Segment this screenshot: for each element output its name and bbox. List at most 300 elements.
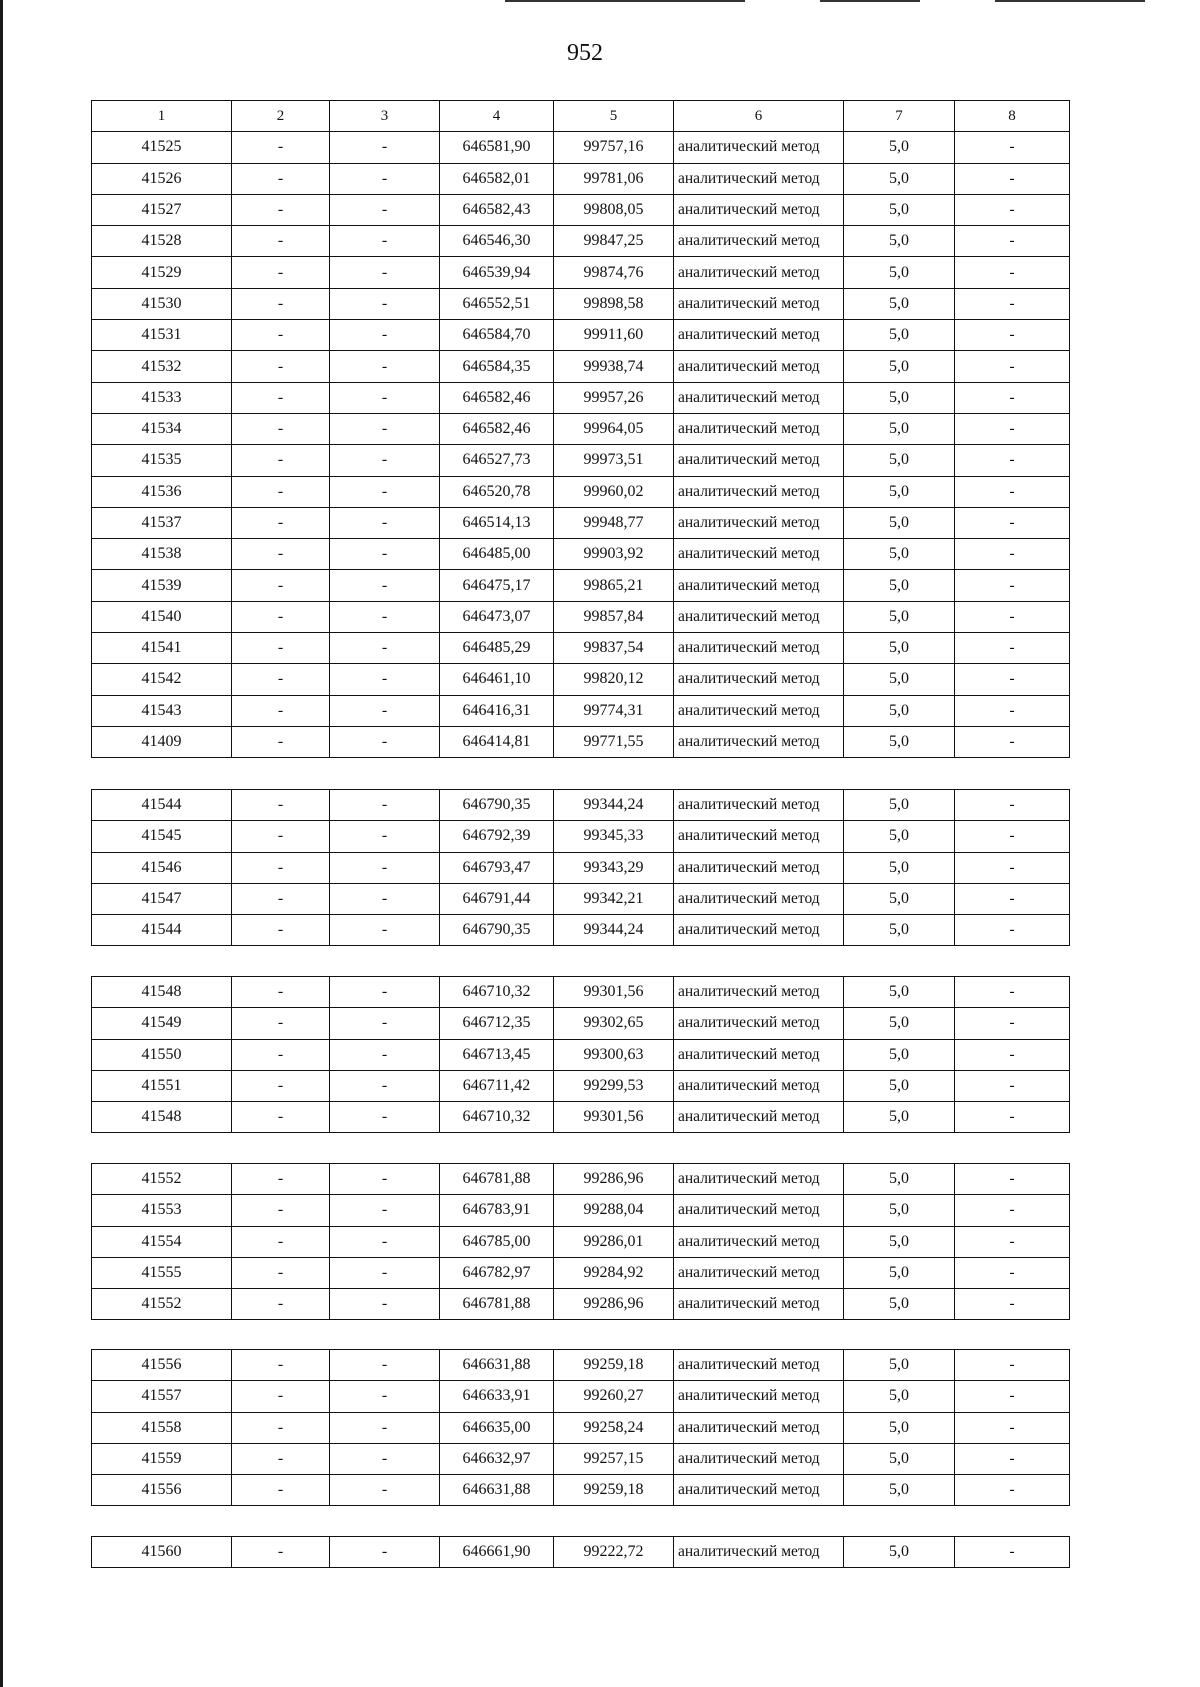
col-3: - bbox=[330, 445, 440, 476]
method: аналитический метод bbox=[674, 1039, 844, 1070]
coord-x: 646781,88 bbox=[440, 1289, 554, 1320]
col-3: - bbox=[330, 883, 440, 914]
point-number: 41557 bbox=[92, 1381, 232, 1412]
col-3: - bbox=[330, 163, 440, 194]
col-8: - bbox=[955, 382, 1070, 413]
col-8: - bbox=[955, 883, 1070, 914]
precision: 5,0 bbox=[844, 1443, 955, 1474]
col-2: - bbox=[232, 570, 330, 601]
precision: 5,0 bbox=[844, 1164, 955, 1195]
coord-y: 99837,54 bbox=[554, 633, 674, 664]
point-number: 41553 bbox=[92, 1195, 232, 1226]
col-3: - bbox=[330, 288, 440, 319]
point-number: 41529 bbox=[92, 257, 232, 288]
point-number: 41530 bbox=[92, 288, 232, 319]
col-3: - bbox=[330, 790, 440, 821]
method: аналитический метод bbox=[674, 507, 844, 538]
coord-x: 646475,17 bbox=[440, 570, 554, 601]
col-2: - bbox=[232, 633, 330, 664]
col-2: - bbox=[232, 852, 330, 883]
table-row bbox=[92, 726, 1070, 757]
coordinates-table-3 bbox=[91, 976, 1070, 1133]
table-row bbox=[92, 695, 1070, 726]
col-2: - bbox=[232, 163, 330, 194]
precision: 5,0 bbox=[844, 445, 955, 476]
col-2: - bbox=[232, 257, 330, 288]
precision: 5,0 bbox=[844, 633, 955, 664]
col-8: - bbox=[955, 476, 1070, 507]
point-number: 41559 bbox=[92, 1443, 232, 1474]
point-number: 41548 bbox=[92, 1102, 232, 1133]
col-8: - bbox=[955, 852, 1070, 883]
col-2: - bbox=[232, 1102, 330, 1133]
header-method: 6 bbox=[674, 101, 844, 132]
coord-x: 646792,39 bbox=[440, 821, 554, 852]
method: аналитический метод bbox=[674, 132, 844, 163]
coord-x: 646539,94 bbox=[440, 257, 554, 288]
coord-x: 646711,42 bbox=[440, 1070, 554, 1101]
col-8: - bbox=[955, 633, 1070, 664]
method: аналитический метод bbox=[674, 726, 844, 757]
col-3: - bbox=[330, 977, 440, 1008]
coord-x: 646783,91 bbox=[440, 1195, 554, 1226]
coord-x: 646661,90 bbox=[440, 1537, 554, 1568]
point-number: 41549 bbox=[92, 1008, 232, 1039]
point-number: 41554 bbox=[92, 1226, 232, 1257]
coord-y: 99964,05 bbox=[554, 413, 674, 444]
method: аналитический метод bbox=[674, 1195, 844, 1226]
coord-y: 99301,56 bbox=[554, 1102, 674, 1133]
col-2: - bbox=[232, 476, 330, 507]
coordinates-table-1 bbox=[91, 100, 1070, 758]
col-2: - bbox=[232, 695, 330, 726]
coord-y: 99344,24 bbox=[554, 790, 674, 821]
col-2: - bbox=[232, 382, 330, 413]
col-3: - bbox=[330, 821, 440, 852]
coordinates-table-2 bbox=[91, 789, 1070, 946]
precision: 5,0 bbox=[844, 539, 955, 570]
point-number: 41527 bbox=[92, 194, 232, 225]
precision: 5,0 bbox=[844, 1412, 955, 1443]
point-number: 41551 bbox=[92, 1070, 232, 1101]
precision: 5,0 bbox=[844, 351, 955, 382]
col-3: - bbox=[330, 1443, 440, 1474]
col-3: - bbox=[330, 1257, 440, 1288]
col-3: - bbox=[330, 1008, 440, 1039]
coord-y: 99345,33 bbox=[554, 821, 674, 852]
method: аналитический метод bbox=[674, 351, 844, 382]
precision: 5,0 bbox=[844, 1289, 955, 1320]
col-8: - bbox=[955, 445, 1070, 476]
coord-x: 646485,00 bbox=[440, 539, 554, 570]
coord-x: 646584,70 bbox=[440, 320, 554, 351]
coord-y: 99286,01 bbox=[554, 1226, 674, 1257]
coord-x: 646514,13 bbox=[440, 507, 554, 538]
point-number: 41548 bbox=[92, 977, 232, 1008]
col-8: - bbox=[955, 601, 1070, 632]
col-3: - bbox=[330, 194, 440, 225]
col-3: - bbox=[330, 1039, 440, 1070]
method: аналитический метод bbox=[674, 163, 844, 194]
precision: 5,0 bbox=[844, 977, 955, 1008]
table-row bbox=[92, 1008, 1070, 1039]
point-number: 41547 bbox=[92, 883, 232, 914]
table-row bbox=[92, 1102, 1070, 1133]
coord-y: 99257,15 bbox=[554, 1443, 674, 1474]
coord-y: 99957,26 bbox=[554, 382, 674, 413]
col-2: - bbox=[232, 1070, 330, 1101]
precision: 5,0 bbox=[844, 852, 955, 883]
coord-y: 99286,96 bbox=[554, 1164, 674, 1195]
col-8: - bbox=[955, 1164, 1070, 1195]
col-8: - bbox=[955, 1226, 1070, 1257]
table-row bbox=[92, 1412, 1070, 1443]
col-3: - bbox=[330, 1102, 440, 1133]
table-row bbox=[92, 445, 1070, 476]
table-row bbox=[92, 539, 1070, 570]
coord-x: 646631,88 bbox=[440, 1475, 554, 1506]
col-3: - bbox=[330, 413, 440, 444]
col-8: - bbox=[955, 821, 1070, 852]
col-8: - bbox=[955, 1350, 1070, 1381]
method: аналитический метод bbox=[674, 320, 844, 351]
col-2: - bbox=[232, 1257, 330, 1288]
point-number: 41545 bbox=[92, 821, 232, 852]
method: аналитический метод bbox=[674, 1350, 844, 1381]
col-8: - bbox=[955, 132, 1070, 163]
point-number: 41532 bbox=[92, 351, 232, 382]
coord-y: 99259,18 bbox=[554, 1350, 674, 1381]
table-row bbox=[92, 1350, 1070, 1381]
point-number: 41540 bbox=[92, 601, 232, 632]
point-number: 41558 bbox=[92, 1412, 232, 1443]
col-2: - bbox=[232, 539, 330, 570]
table-row bbox=[92, 1289, 1070, 1320]
col-3: - bbox=[330, 695, 440, 726]
col-8: - bbox=[955, 1102, 1070, 1133]
table-row bbox=[92, 194, 1070, 225]
col-3: - bbox=[330, 507, 440, 538]
col-8: - bbox=[955, 1475, 1070, 1506]
table-row bbox=[92, 288, 1070, 319]
coord-y: 99857,84 bbox=[554, 601, 674, 632]
col-3: - bbox=[330, 1070, 440, 1101]
point-number: 41542 bbox=[92, 664, 232, 695]
coord-y: 99874,76 bbox=[554, 257, 674, 288]
col-3: - bbox=[330, 1475, 440, 1506]
page-number: 952 bbox=[567, 40, 603, 66]
col-3: - bbox=[330, 664, 440, 695]
method: аналитический метод bbox=[674, 1008, 844, 1039]
col-2: - bbox=[232, 320, 330, 351]
method: аналитический метод bbox=[674, 601, 844, 632]
col-2: - bbox=[232, 790, 330, 821]
coord-x: 646416,31 bbox=[440, 695, 554, 726]
method: аналитический метод bbox=[674, 194, 844, 225]
coord-x: 646635,00 bbox=[440, 1412, 554, 1443]
col-3: - bbox=[330, 570, 440, 601]
point-number: 41552 bbox=[92, 1164, 232, 1195]
point-number: 41531 bbox=[92, 320, 232, 351]
coord-x: 646552,51 bbox=[440, 288, 554, 319]
col-2: - bbox=[232, 226, 330, 257]
col-2: - bbox=[232, 1226, 330, 1257]
col-8: - bbox=[955, 1257, 1070, 1288]
method: аналитический метод bbox=[674, 1537, 844, 1568]
table-row bbox=[92, 664, 1070, 695]
point-number: 41538 bbox=[92, 539, 232, 570]
point-number: 41537 bbox=[92, 507, 232, 538]
table-row bbox=[92, 1039, 1070, 1070]
col-2: - bbox=[232, 1195, 330, 1226]
col-3: - bbox=[330, 915, 440, 946]
method: аналитический метод bbox=[674, 977, 844, 1008]
coord-y: 99300,63 bbox=[554, 1039, 674, 1070]
coord-x: 646414,81 bbox=[440, 726, 554, 757]
method: аналитический метод bbox=[674, 915, 844, 946]
method: аналитический метод bbox=[674, 790, 844, 821]
col-2: - bbox=[232, 507, 330, 538]
col-2: - bbox=[232, 1008, 330, 1039]
point-number: 41544 bbox=[92, 915, 232, 946]
precision: 5,0 bbox=[844, 570, 955, 601]
coord-x: 646710,32 bbox=[440, 977, 554, 1008]
coord-y: 99259,18 bbox=[554, 1475, 674, 1506]
col-8: - bbox=[955, 413, 1070, 444]
table-row bbox=[92, 977, 1070, 1008]
precision: 5,0 bbox=[844, 1537, 955, 1568]
col-8: - bbox=[955, 664, 1070, 695]
table-row bbox=[92, 883, 1070, 914]
header-col-2: 2 bbox=[232, 101, 330, 132]
coord-y: 99911,60 bbox=[554, 320, 674, 351]
point-number: 41539 bbox=[92, 570, 232, 601]
coord-y: 99960,02 bbox=[554, 476, 674, 507]
coord-x: 646790,35 bbox=[440, 915, 554, 946]
coord-x: 646782,97 bbox=[440, 1257, 554, 1288]
method: аналитический метод bbox=[674, 1443, 844, 1474]
precision: 5,0 bbox=[844, 132, 955, 163]
coord-y: 99284,92 bbox=[554, 1257, 674, 1288]
precision: 5,0 bbox=[844, 1070, 955, 1101]
col-8: - bbox=[955, 977, 1070, 1008]
table-row bbox=[92, 570, 1070, 601]
table-row bbox=[92, 852, 1070, 883]
table-row bbox=[92, 1195, 1070, 1226]
precision: 5,0 bbox=[844, 1008, 955, 1039]
col-8: - bbox=[955, 1008, 1070, 1039]
coord-y: 99299,53 bbox=[554, 1070, 674, 1101]
col-3: - bbox=[330, 1195, 440, 1226]
method: аналитический метод bbox=[674, 1102, 844, 1133]
point-number: 41556 bbox=[92, 1350, 232, 1381]
table-row bbox=[92, 257, 1070, 288]
table-row bbox=[92, 320, 1070, 351]
coord-x: 646791,44 bbox=[440, 883, 554, 914]
coord-x: 646713,45 bbox=[440, 1039, 554, 1070]
precision: 5,0 bbox=[844, 163, 955, 194]
coordinates-table-6 bbox=[91, 1536, 1070, 1568]
scan-top-marks bbox=[505, 0, 1145, 3]
method: аналитический метод bbox=[674, 413, 844, 444]
coord-x: 646790,35 bbox=[440, 790, 554, 821]
method: аналитический метод bbox=[674, 1070, 844, 1101]
point-number: 41536 bbox=[92, 476, 232, 507]
col-8: - bbox=[955, 1381, 1070, 1412]
point-number: 41534 bbox=[92, 413, 232, 444]
table-row bbox=[92, 915, 1070, 946]
coord-x: 646633,91 bbox=[440, 1381, 554, 1412]
method: аналитический метод bbox=[674, 1257, 844, 1288]
col-3: - bbox=[330, 1350, 440, 1381]
table-header-row bbox=[92, 101, 1070, 132]
table-row bbox=[92, 351, 1070, 382]
col-2: - bbox=[232, 1164, 330, 1195]
table-row bbox=[92, 132, 1070, 163]
precision: 5,0 bbox=[844, 1350, 955, 1381]
col-8: - bbox=[955, 1039, 1070, 1070]
col-2: - bbox=[232, 445, 330, 476]
point-number: 41560 bbox=[92, 1537, 232, 1568]
header-coord-x: 4 bbox=[440, 101, 554, 132]
table-row bbox=[92, 413, 1070, 444]
header-col-8: 8 bbox=[955, 101, 1070, 132]
method: аналитический метод bbox=[674, 288, 844, 319]
col-2: - bbox=[232, 1289, 330, 1320]
table-row bbox=[92, 1164, 1070, 1195]
coord-y: 99344,24 bbox=[554, 915, 674, 946]
coord-y: 99288,04 bbox=[554, 1195, 674, 1226]
col-3: - bbox=[330, 633, 440, 664]
col-2: - bbox=[232, 821, 330, 852]
point-number: 41546 bbox=[92, 852, 232, 883]
coord-x: 646582,46 bbox=[440, 382, 554, 413]
method: аналитический метод bbox=[674, 257, 844, 288]
col-2: - bbox=[232, 1475, 330, 1506]
coord-y: 99938,74 bbox=[554, 351, 674, 382]
precision: 5,0 bbox=[844, 1226, 955, 1257]
point-number: 41409 bbox=[92, 726, 232, 757]
coord-x: 646520,78 bbox=[440, 476, 554, 507]
point-number: 41528 bbox=[92, 226, 232, 257]
col-2: - bbox=[232, 726, 330, 757]
table-row bbox=[92, 601, 1070, 632]
point-number: 41556 bbox=[92, 1475, 232, 1506]
col-3: - bbox=[330, 539, 440, 570]
method: аналитический метод bbox=[674, 1475, 844, 1506]
coord-x: 646793,47 bbox=[440, 852, 554, 883]
col-8: - bbox=[955, 790, 1070, 821]
col-8: - bbox=[955, 257, 1070, 288]
col-8: - bbox=[955, 1443, 1070, 1474]
header-point-number: 1 bbox=[92, 101, 232, 132]
col-2: - bbox=[232, 601, 330, 632]
col-8: - bbox=[955, 288, 1070, 319]
coord-x: 646584,35 bbox=[440, 351, 554, 382]
coord-y: 99302,65 bbox=[554, 1008, 674, 1039]
coord-x: 646546,30 bbox=[440, 226, 554, 257]
point-number: 41526 bbox=[92, 163, 232, 194]
precision: 5,0 bbox=[844, 601, 955, 632]
precision: 5,0 bbox=[844, 226, 955, 257]
header-precision: 7 bbox=[844, 101, 955, 132]
precision: 5,0 bbox=[844, 726, 955, 757]
table-row bbox=[92, 1443, 1070, 1474]
col-8: - bbox=[955, 1412, 1070, 1443]
method: аналитический метод bbox=[674, 476, 844, 507]
method: аналитический метод bbox=[674, 695, 844, 726]
table-row bbox=[92, 476, 1070, 507]
col-2: - bbox=[232, 1443, 330, 1474]
coord-x: 646631,88 bbox=[440, 1350, 554, 1381]
col-3: - bbox=[330, 320, 440, 351]
coord-y: 99301,56 bbox=[554, 977, 674, 1008]
col-2: - bbox=[232, 1537, 330, 1568]
coord-y: 99258,24 bbox=[554, 1412, 674, 1443]
col-2: - bbox=[232, 288, 330, 319]
col-8: - bbox=[955, 226, 1070, 257]
table-row bbox=[92, 1257, 1070, 1288]
coord-y: 99260,27 bbox=[554, 1381, 674, 1412]
col-3: - bbox=[330, 1381, 440, 1412]
col-2: - bbox=[232, 132, 330, 163]
col-2: - bbox=[232, 1039, 330, 1070]
coord-y: 99973,51 bbox=[554, 445, 674, 476]
coord-x: 646527,73 bbox=[440, 445, 554, 476]
col-8: - bbox=[955, 194, 1070, 225]
header-col-3: 3 bbox=[330, 101, 440, 132]
coord-y: 99286,96 bbox=[554, 1289, 674, 1320]
col-8: - bbox=[955, 726, 1070, 757]
col-3: - bbox=[330, 1537, 440, 1568]
table-row bbox=[92, 382, 1070, 413]
precision: 5,0 bbox=[844, 821, 955, 852]
col-3: - bbox=[330, 226, 440, 257]
coord-y: 99222,72 bbox=[554, 1537, 674, 1568]
col-8: - bbox=[955, 570, 1070, 601]
precision: 5,0 bbox=[844, 382, 955, 413]
table-row bbox=[92, 226, 1070, 257]
coord-x: 646781,88 bbox=[440, 1164, 554, 1195]
col-3: - bbox=[330, 132, 440, 163]
coord-y: 99781,06 bbox=[554, 163, 674, 194]
method: аналитический метод bbox=[674, 1412, 844, 1443]
precision: 5,0 bbox=[844, 257, 955, 288]
col-3: - bbox=[330, 1164, 440, 1195]
point-number: 41543 bbox=[92, 695, 232, 726]
col-8: - bbox=[955, 1289, 1070, 1320]
col-8: - bbox=[955, 507, 1070, 538]
col-8: - bbox=[955, 539, 1070, 570]
coord-x: 646581,90 bbox=[440, 132, 554, 163]
col-2: - bbox=[232, 194, 330, 225]
coord-y: 99757,16 bbox=[554, 132, 674, 163]
coord-x: 646632,97 bbox=[440, 1443, 554, 1474]
col-2: - bbox=[232, 351, 330, 382]
coordinates-table-5 bbox=[91, 1349, 1070, 1506]
table-row bbox=[92, 1226, 1070, 1257]
point-number: 41555 bbox=[92, 1257, 232, 1288]
coordinates-table-4 bbox=[91, 1163, 1070, 1320]
point-number: 41525 bbox=[92, 132, 232, 163]
table-row bbox=[92, 507, 1070, 538]
col-2: - bbox=[232, 664, 330, 695]
method: аналитический метод bbox=[674, 570, 844, 601]
col-8: - bbox=[955, 1195, 1070, 1226]
col-8: - bbox=[955, 695, 1070, 726]
coord-x: 646485,29 bbox=[440, 633, 554, 664]
coord-y: 99820,12 bbox=[554, 664, 674, 695]
